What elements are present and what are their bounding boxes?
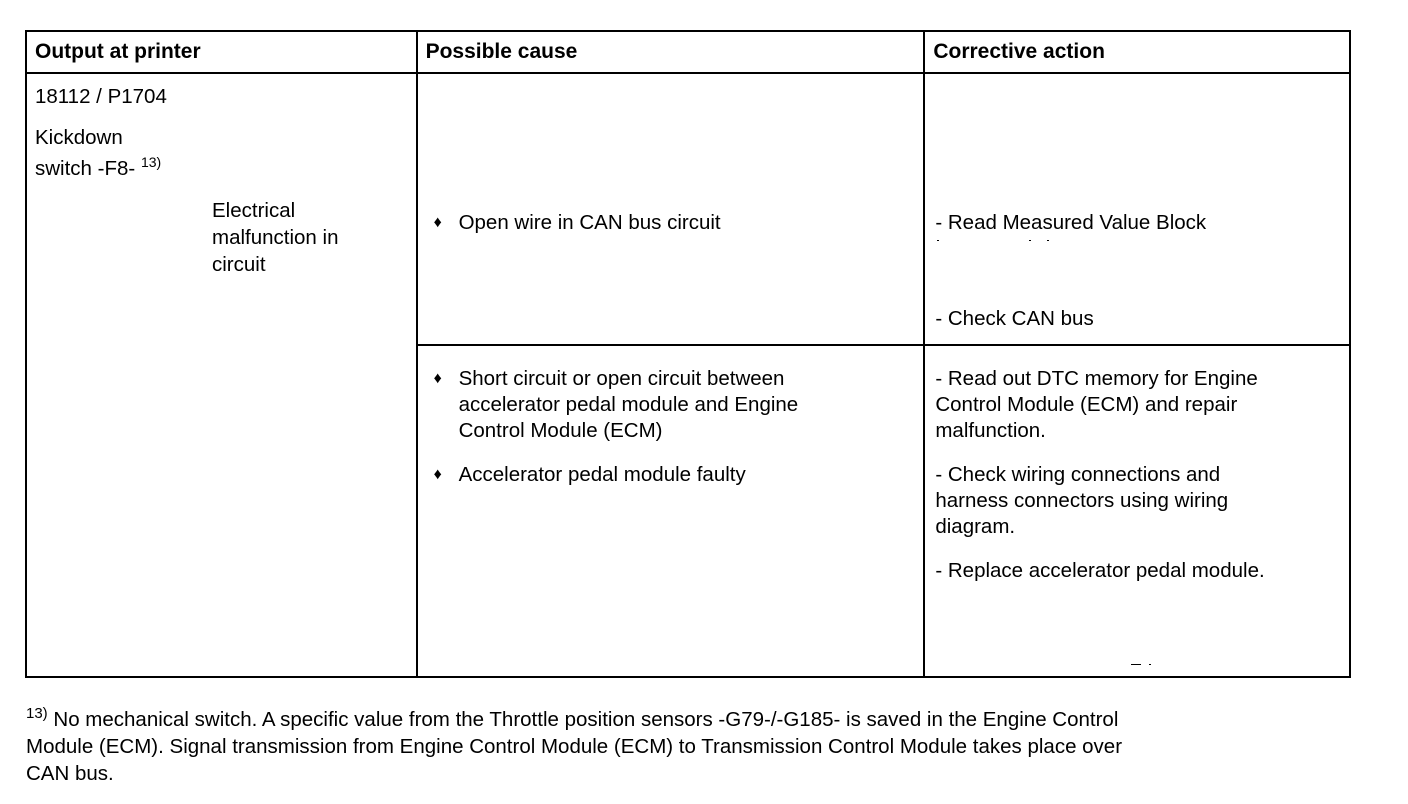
action-read-measured-value: - Read Measured Value Block — [935, 211, 1207, 234]
scan-artifact — [1131, 664, 1141, 665]
output-cell — [26, 73, 417, 677]
diagnostic-table — [25, 30, 1351, 678]
action-read-dtc-line1: - Read out DTC memory for Engine — [935, 367, 1258, 390]
cause-cell-1 — [417, 73, 925, 345]
scan-artifact — [1149, 664, 1151, 665]
cause-cell-2 — [417, 345, 925, 677]
cause-pedal-module-faulty: Accelerator pedal module faulty — [458, 463, 746, 486]
action-read-dtc-line2: Control Module (ECM) and repair — [935, 393, 1238, 416]
footnote-line1: No mechanical switch. A specific value from the Throttle position sensors -G79-/-G185- is saved in the Engine Control — [47, 708, 1119, 731]
action-replace-pedal-module: - Replace accelerator pedal module. — [935, 559, 1265, 582]
fault-description-line3: circuit — [212, 253, 266, 276]
header-cause: Possible cause — [417, 31, 925, 73]
footnote-line2: Module (ECM). Signal transmission from Engine Control Module (ECM) to Transmission Control Module takes place over — [26, 735, 1123, 758]
bullet-icon: ♦ — [433, 466, 442, 483]
fault-description-line2: malfunction in — [212, 226, 339, 249]
cause-open-wire: Open wire in CAN bus circuit — [458, 211, 721, 234]
scan-artifact — [1047, 240, 1049, 241]
cause-short-circuit-line3: Control Module (ECM) — [458, 419, 663, 442]
scan-artifact — [1029, 240, 1031, 241]
footnote-line3: CAN bus. — [26, 762, 114, 785]
header-row — [26, 31, 1350, 73]
scan-artifact — [937, 240, 939, 241]
fault-description-line1: Electrical — [212, 199, 296, 222]
action-check-wiring-line1: - Check wiring connections and — [935, 463, 1221, 486]
footnote — [26, 706, 1326, 787]
cause-short-circuit-line2: accelerator pedal module and Engine — [458, 393, 799, 416]
header-action: Corrective action — [924, 31, 1350, 73]
fault-code: 18112 / P1704 — [35, 85, 167, 108]
action-check-wiring-line2: harness connectors using wiring — [935, 489, 1229, 512]
footnote-mark: 13) — [26, 705, 48, 723]
action-cell-2 — [924, 345, 1350, 677]
action-check-wiring-line3: diagram. — [935, 515, 1016, 538]
footnote-ref: 13) — [140, 154, 162, 171]
cause-short-circuit-line1: Short circuit or open circuit between — [458, 367, 785, 390]
table-row — [26, 73, 1350, 345]
component-name-line1: Kickdown — [35, 126, 123, 149]
bullet-icon: ♦ — [433, 214, 442, 231]
action-check-can-bus: - Check CAN bus — [935, 307, 1094, 330]
action-read-dtc-line3: malfunction. — [935, 419, 1046, 442]
action-cell-1 — [924, 73, 1350, 345]
header-output: Output at printer — [26, 31, 417, 73]
component-name-line2: switch -F8- $^{13)}$ — [35, 154, 162, 180]
bullet-icon: ♦ — [433, 370, 442, 387]
